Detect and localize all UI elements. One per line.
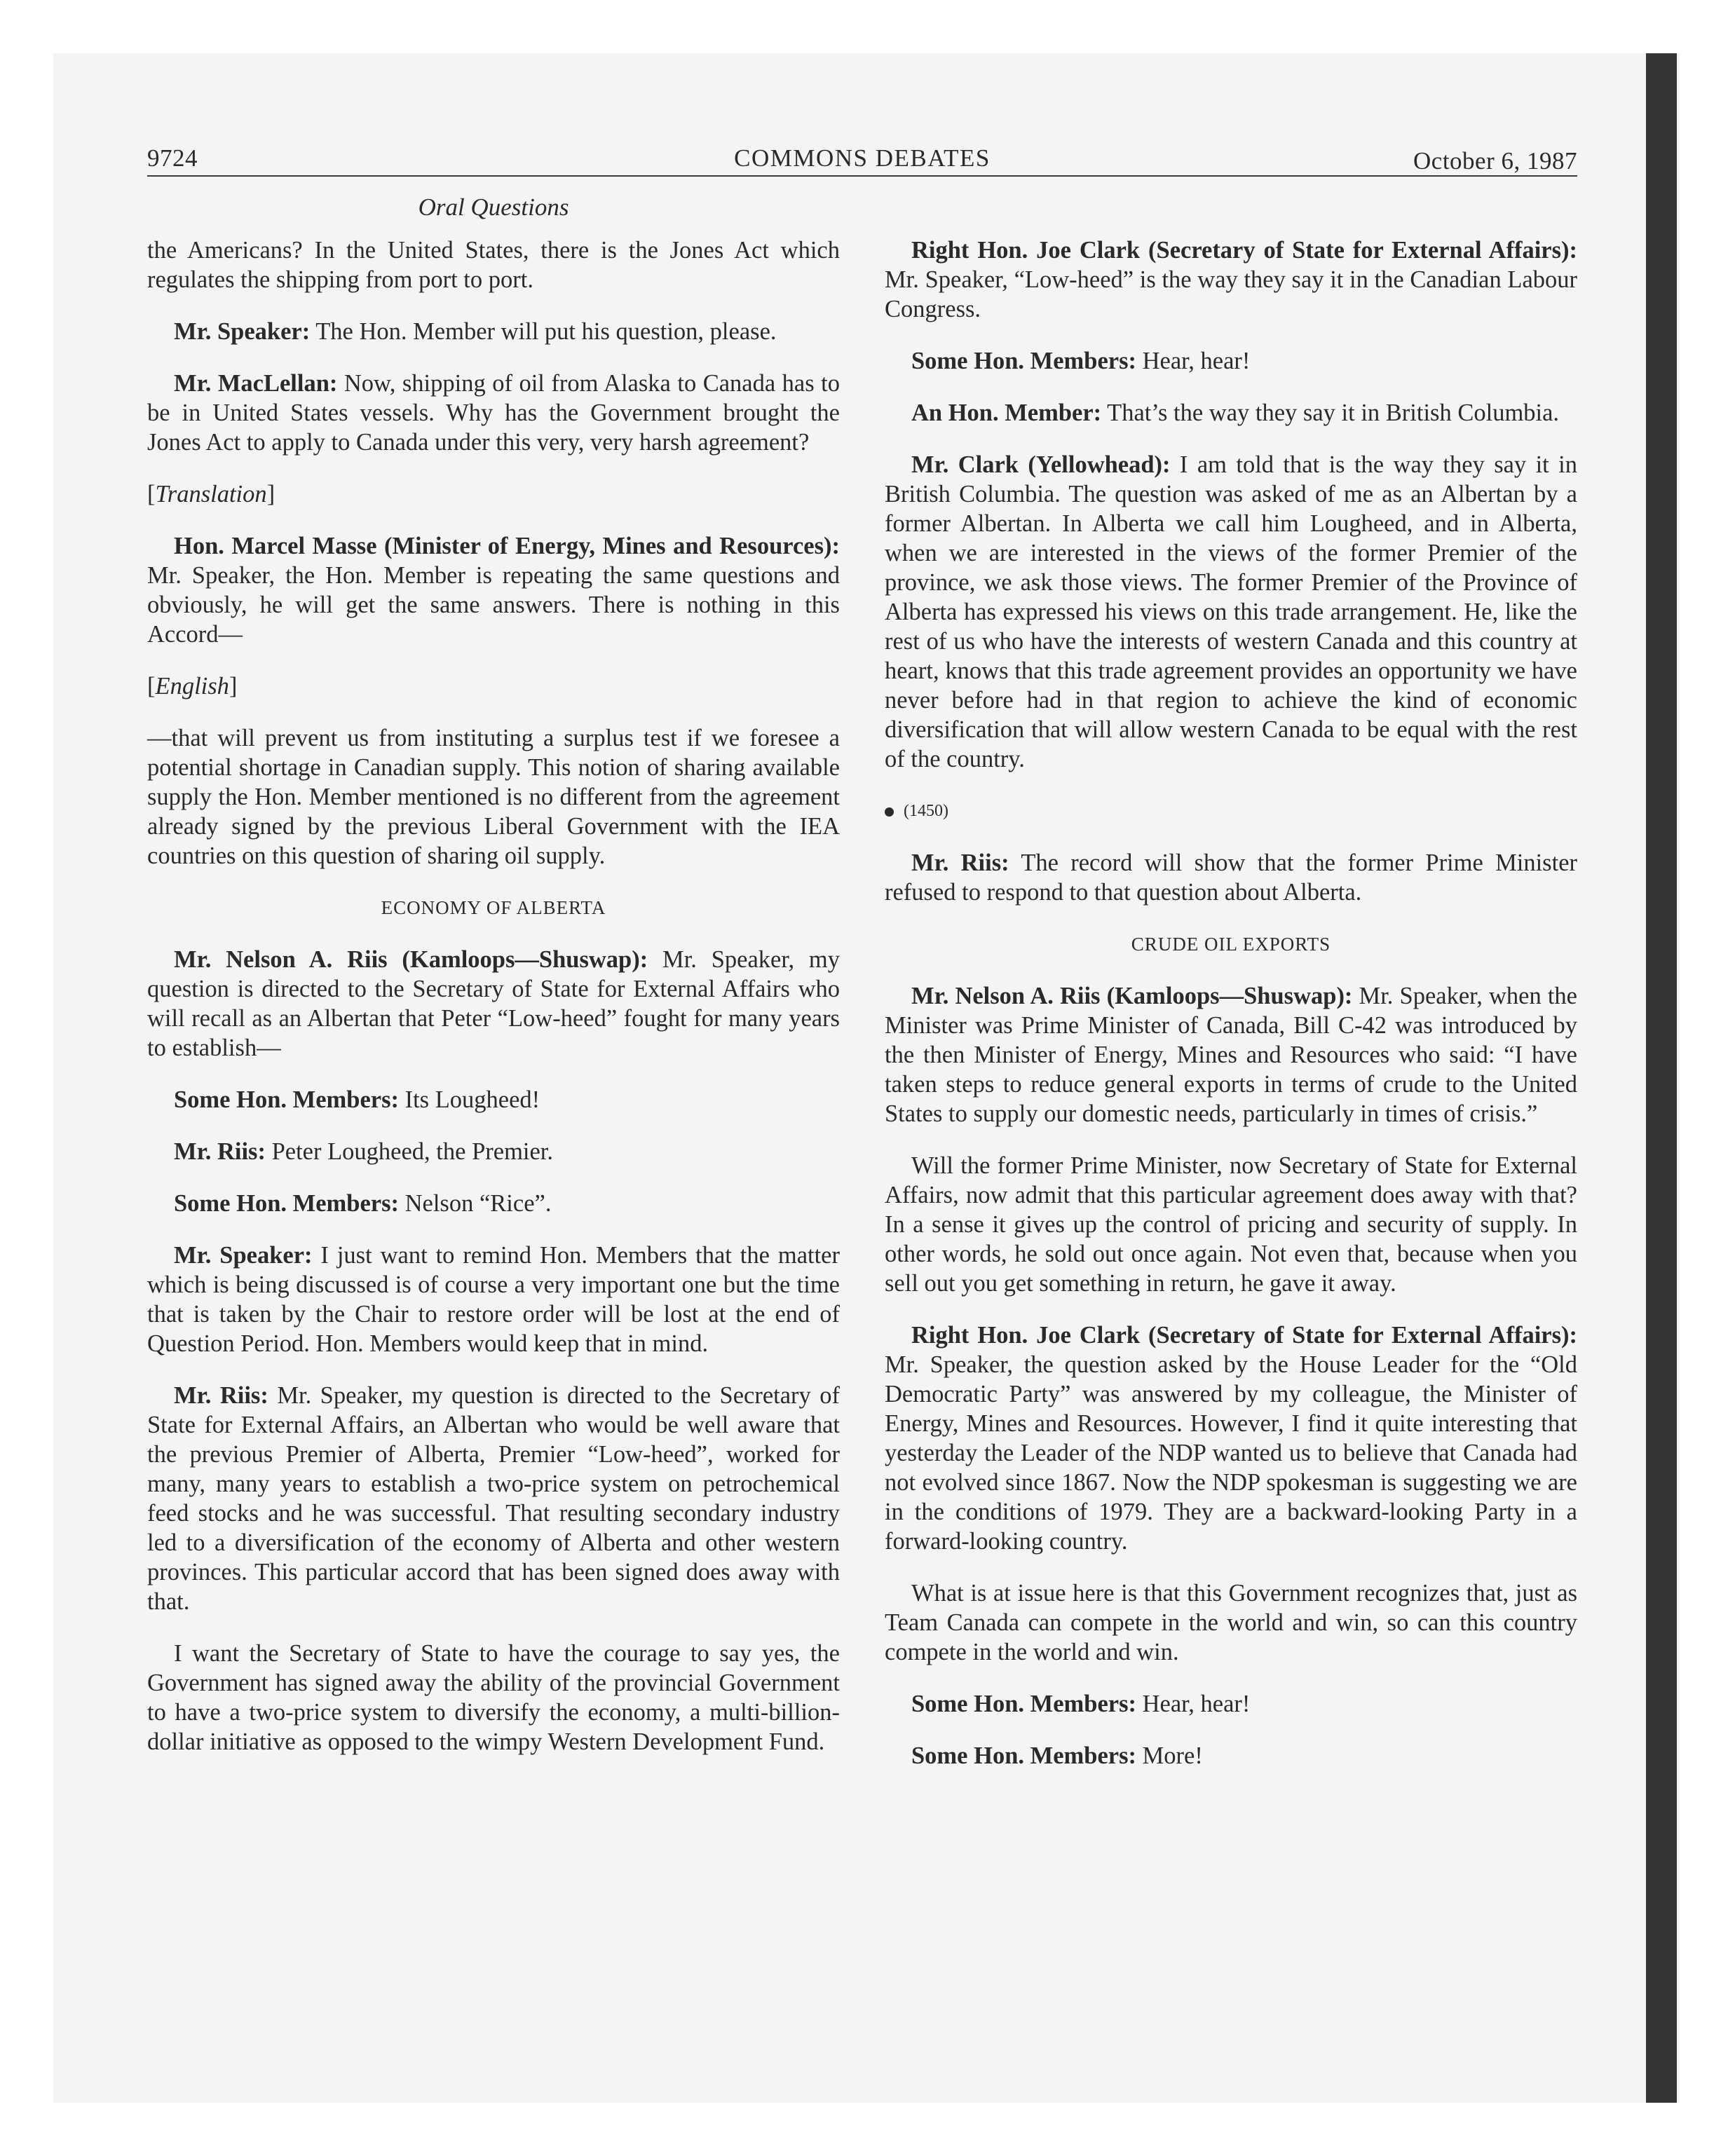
speech-text: Peter Lougheed, the Premier. [265,1138,554,1165]
speaker-name: Some Hon. Members: [174,1190,399,1217]
running-head: Oral Questions [418,193,569,221]
speech-paragraph [885,848,1577,907]
speech-paragraph [885,981,1577,1128]
speech-text: The Hon. Member will put his question, please. [310,318,777,345]
speech-text: I want the Secretary of State to have the courage to say yes, the Government has signed away the ability of the provincial Government to have a two-price system to diversify the economy, a multi-billion-dollar initiative as opposed to the wimpy Western Development Fund. [147,1640,840,1755]
speech-text: Hear, hear! [1136,348,1251,374]
speaker-name: An Hon. Member: [911,400,1102,426]
page-number: 9724 [147,144,198,172]
speaker-name: Some Hon. Members: [174,1086,399,1113]
time-marker-text: (1450) [904,802,948,820]
speech-text: Mr. Speaker, my question is directed to the Secretary of State for External Affairs, an Albertan who would be well aware that the previous Premier of Alberta, Premier “Low-heed”, worked for many, many years to establish a two-price system on petrochemical feed stocks and he was successful. That resulting secondary industry led to a diversification of the economy of Alberta and other western provinces. This particular accord that has been signed does away with that. [147,1382,840,1615]
publication-date: October 6, 1987 [1413,147,1577,175]
text-paragraph [147,1639,840,1756]
speaker-name: Right Hon. Joe Clark (Secretary of State for External Affairs): [911,237,1577,264]
speaker-name: Mr. Riis: [911,850,1009,876]
speech-paragraph [147,1381,840,1616]
text-paragraph [885,1578,1577,1667]
speech-paragraph [885,236,1577,324]
speaker-name: Mr. Nelson A. Riis (Kamloops—Shuswap): [911,983,1353,1009]
speaker-name: Mr. MacLellan: [174,370,338,397]
speech-text: Mr. Speaker, the question asked by the House Leader for the “Old Democratic Party” was answered by my colleague, the Minister of Energy, Mines and Resources. However, I find it quite interesting that yesterday the Leader of the NDP wanted us to believe that Canada had not evolved since 1867. Now the NDP spokesman is suggesting we are in the conditions of 1979. They are a backward-looking Party in a forward-looking country. [885,1351,1577,1555]
speaker-name: Some Hon. Members: [911,348,1136,374]
speech-text: Nelson “Rice”. [398,1190,552,1217]
speaker-name: Some Hon. Members: [911,1691,1136,1717]
text-paragraph [147,723,840,871]
speaker-name: Right Hon. Joe Clark (Secretary of State for External Affairs): [911,1322,1577,1349]
speech-paragraph [885,1741,1577,1770]
page-header [147,140,1577,179]
speech-paragraph [147,1241,840,1358]
speaker-name: Hon. Marcel Masse (Minister of Energy, Mines and Resources): [174,533,840,559]
speech-paragraph [147,317,840,346]
publication-title: COMMONS DEBATES [734,144,991,172]
speech-text: Mr. Speaker, when the Minister was Prime Minister of Canada, Bill C-42 was introduced by the then Minister of Energy, Mines and Resources who said: “I have taken steps to reduce general exports in terms of crude to the United States to supply our domestic needs, particularly in times of crisis.” [885,983,1577,1127]
language-tag [147,479,840,509]
speech-text: Will the former Prime Minister, now Secretary of State for External Affairs, now admit that this particular agreement does away with that? In a sense it gives up the control of pricing and security of supply. In other words, he sold out once again. Not even that, because when you sell out you get something in return, he gave it away. [885,1152,1577,1297]
bracket-open: [ [147,481,156,507]
speech-text: Mr. Speaker, “Low-heed” is the way they say it in the Canadian Labour Congress. [885,266,1577,322]
speaker-name: Mr. Speaker: [174,318,311,345]
speaker-name: Mr. Speaker: [174,1242,313,1269]
speech-text: Mr. Speaker, the Hon. Member is repeating the same questions and obviously, he will get the same answers. There is nothing in this Accord— [147,562,840,648]
text-paragraph [147,236,840,294]
speech-text: I just want to remind Hon. Members that the matter which is being discussed is of course a very important one but the time that is taken by the Chair to restore order will be lost at the end of Question Period. Hon. Members would keep that in mind. [147,1242,840,1357]
scan-edge-shadow [1646,53,1677,2103]
bullet-icon [885,807,894,817]
speech-paragraph [885,1321,1577,1556]
language-tag [147,671,840,701]
right-column [885,236,1577,1793]
speaker-name: Some Hon. Members: [911,1742,1136,1769]
speech-paragraph [147,1189,840,1218]
speech-paragraph [147,945,840,1063]
section-heading-economy-of-alberta: ECONOMY OF ALBERTA [381,897,606,918]
bracket-close: ] [266,481,275,507]
speech-paragraph [885,450,1577,774]
left-column [147,236,840,1779]
text-paragraph [885,1151,1577,1298]
speech-text: the Americans? In the United States, there is the Jones Act which regulates the shipping from port to port. [147,237,840,293]
speech-text: Its Lougheed! [398,1086,540,1113]
speech-paragraph [885,398,1577,428]
speech-text: What is at issue here is that this Government recognizes that, just as Team Canada can compete in the world and win, so can this country compete in the world and win. [885,1580,1577,1665]
speech-paragraph [147,1137,840,1166]
language-tag-text: English [155,673,229,700]
speech-paragraph [885,1689,1577,1719]
speaker-name: Mr. Riis: [174,1138,266,1165]
speech-text: Now, shipping of oil from Alaska to Canada has to be in United States vessels. Why has the Government brought the Jones Act to apply to Canada under this very, very harsh agreement? [147,370,840,456]
header-rule [147,175,1577,177]
speech-text: I am told that is the way they say it in British Columbia. The question was asked of me as an Albertan by a former Albertan. In Alberta we call him Lougheed, and in Alberta, when we are interested in the views of the former Premier of the province, we ask those views. The former Premier of the Province of Alberta has expressed his views on this trade arrangement. He, like the rest of us who have the interests of western Canada and this country at heart, knows that this trade agreement provides an opportunity we have never before had in that region to achieve the kind of economic diversification that will allow western Canada to be equal with the rest of the country. [885,451,1577,772]
speech-text: The record will show that the former Prime Minister refused to respond to that question about Alberta. [885,850,1577,906]
language-tag-text: Translation [155,481,267,507]
time-marker [885,796,1577,826]
speaker-name: Mr. Clark (Yellowhead): [911,451,1171,478]
speech-text: More! [1136,1742,1203,1769]
speech-text: Hear, hear! [1136,1691,1251,1717]
bracket-close: ] [229,673,238,700]
speech-paragraph [885,346,1577,376]
speech-text: That’s the way they say it in British Columbia. [1101,400,1560,426]
speech-text: Mr. Speaker, my question is directed to the Secretary of State for External Affairs who will recall as an Albertan that Peter “Low-heed” fought for many years to establish— [147,946,840,1061]
bracket-open: [ [147,673,156,700]
section-heading-crude-oil-exports: CRUDE OIL EXPORTS [1131,934,1331,955]
speech-paragraph [147,369,840,457]
speech-paragraph [147,531,840,649]
speaker-name: Mr. Nelson A. Riis (Kamloops—Shuswap): [174,946,648,973]
speaker-name: Mr. Riis: [174,1382,268,1409]
speech-text: —that will prevent us from instituting a surplus test if we foresee a potential shortage in Canadian supply. This notion of sharing available supply the Hon. Member mentioned is no different from the agreement already signed by the previous Liberal Government with the IEA countries on this question of sharing oil supply. [147,725,840,869]
speech-paragraph [147,1085,840,1114]
